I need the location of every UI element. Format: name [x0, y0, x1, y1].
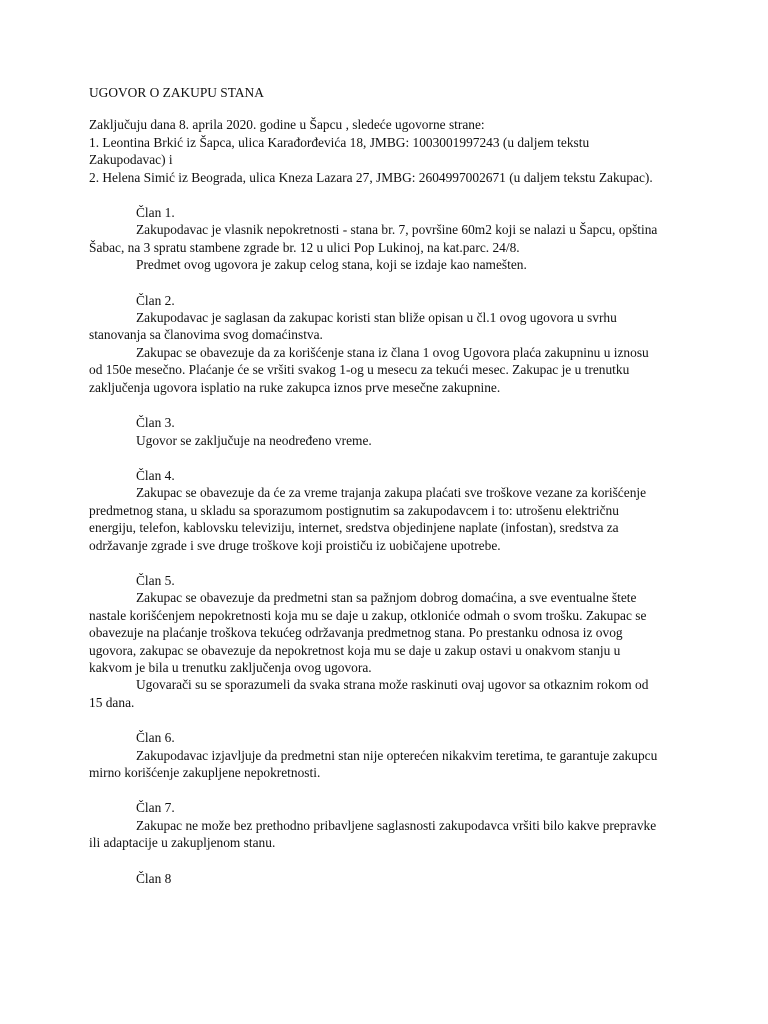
- article-heading: Član 7.: [136, 800, 175, 816]
- article-6: [89, 729, 664, 781]
- article-heading: Član 1.: [136, 205, 175, 221]
- article-heading: Član 6.: [136, 730, 175, 746]
- article-heading: Član 8: [136, 870, 172, 886]
- article-heading: Član 4.: [136, 467, 175, 483]
- intro-party-2: 2. Helena Simić iz Beograda, ulica Kneza Lazara 27, JMBG: 2604997002671 (u daljem tekstu Zakupac).: [89, 169, 653, 185]
- article-paragraph: Predmet ovog ugovora je zakup celog stana, koji se izdaje kao nameštеn.: [136, 257, 527, 273]
- article-paragraph: Zakupodavac izjavljuje da predmetni stan nije opterećen nikakvim teretima, te garantuje zakupcu mirno korišćenje zakupljene nepokretnosti.: [89, 747, 658, 780]
- article-7: [89, 799, 664, 851]
- document-intro: [89, 116, 664, 186]
- article-heading: Član 2.: [136, 292, 175, 308]
- article-paragraph: Zakupodavac je saglasan da zakupac koristi stan bliže opisan u čl.1 ovog ugovora u svrhu stanovanja sa članovima svog domaćinstva.: [89, 310, 617, 343]
- article-paragraph: Ugovarači su se sporazumeli da svaka strana može raskinuti ovaj ugovor sa otkaznim rokom od 15 dana.: [89, 677, 649, 710]
- article-5: [89, 572, 664, 711]
- document-page: [89, 84, 664, 887]
- document-title: UGOVOR O ZAKUPU STANA: [89, 85, 264, 100]
- article-paragraph: Zakupac se obavezuje da će za vreme trajanja zakupa plaćati sve troškove vezane za korišćenje predmetnog stana, u skladu sa sporazumom postignutim sa zakupodavcem i to: utrošenu električnu energiju, telefon, kablovsku televiziju, internet, sredstva objedinjene naplate (infostan), sredstva za održavanje zgrade i sve druge troškove koji proističu iz uobičajene upotrebe.: [89, 485, 647, 553]
- intro-party-1: 1. Leontina Brkić iz Šapca, ulica Karađorđevića 18, JMBG: 1003001997243 (u daljem tekstu Zakupodavac) i: [89, 134, 590, 168]
- intro-line-date: Zaključuju dana 8. aprila 2020. godine u Šapcu , sledeće ugovorne strane:: [89, 117, 485, 133]
- article-heading: Član 3.: [136, 415, 175, 431]
- article-paragraph: Zakupodavac je vlasnik nepokretnosti - stana br. 7, površine 60m2 koji se nalazi u Šapcu, opština Šabac, na 3 spratu stambene zgrade br. 12 u ulici Pop Lukinoj, na kat.parc. 24/8.: [89, 222, 658, 255]
- article-8: [89, 870, 664, 887]
- article-4: [89, 467, 664, 554]
- article-3: [89, 414, 664, 449]
- article-1: [89, 204, 664, 274]
- article-heading: Član 5.: [136, 572, 175, 588]
- article-2: [89, 292, 664, 396]
- article-paragraph: Ugovor se zaključuje na neodređeno vreme.: [136, 432, 372, 448]
- article-paragraph: Zakupac se obavezuje da za korišćenje stana iz člana 1 ovog Ugovora plaća zakupninu u iznosu od 150e mesečno. Plaćanje će se vršiti svakog 1-og u mesecu za tekući mesec. Zakupac je u trenutku zaključenja ugovora isplatio na ruke zakupca iznos prve mesečne zakupnine.: [89, 344, 649, 395]
- article-paragraph: Zakupac se obavezuje da predmetni stan sa pažnjom dobrog domaćina, a sve eventualne štete nastale korišćenjem nepokretnosti koja mu se daje u zakup, otkloniće odmah o svom trošku. Zakupac se obavezuje na plaćanje troškova tekućeg održavanja predmetnog stana. Po prestanku odnosa iz ovog ugovora, zakupac se obavezuje da nepokretnost koja mu se daje u zakup ostavi u onakvom stanju u kakvom je bila u trenutku zaključenja ovog ugovora.: [89, 590, 647, 675]
- article-paragraph: Zakupac ne može bez prethodno pribavljene saglasnosti zakupodavca vršiti bilo kakve prepravke ili adaptacije u zakupljenom stanu.: [89, 817, 657, 851]
